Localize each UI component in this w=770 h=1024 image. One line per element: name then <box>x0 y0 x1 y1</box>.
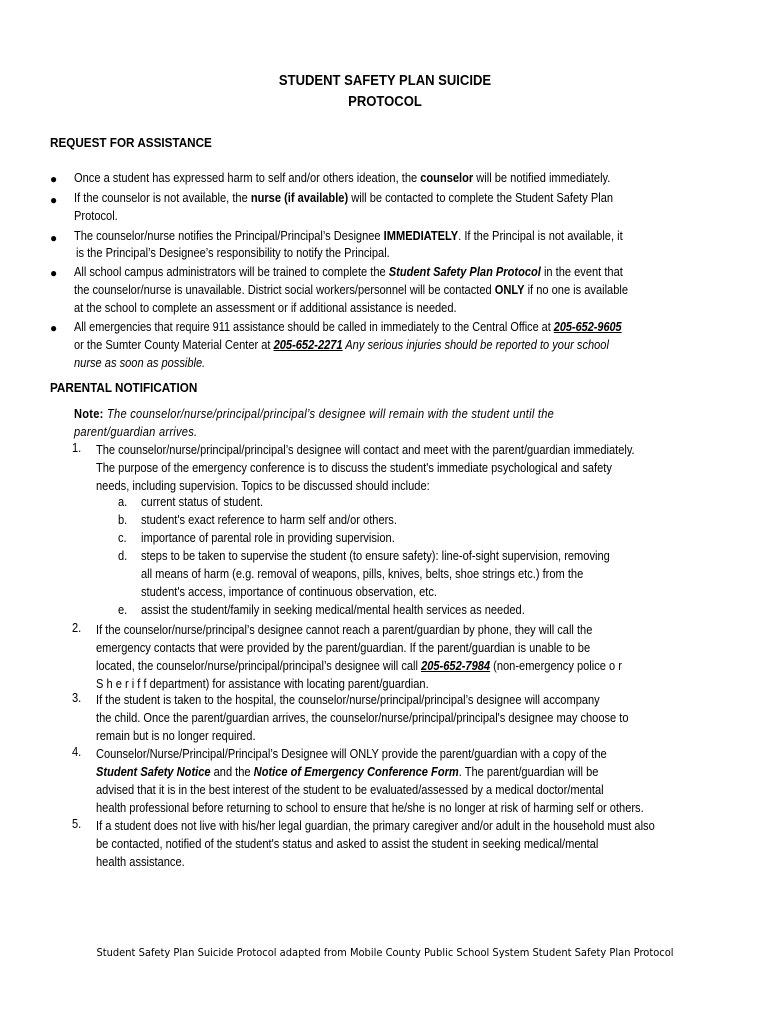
sub-d-text-2: all means of harm (e.g. removal of weapons, pills, knives, belts, shoe strings etc.) from the <box>141 567 584 581</box>
item-3-line-1: If the student is taken to the hospital, the counselor/nurse/principal/principal’s designee will accompany <box>96 693 600 707</box>
sub-d-letter: d. <box>118 549 128 563</box>
bullet-4-line-1: All school campus administrators will be trained to complete the Student Safety Plan Protocol in the event that <box>74 265 623 279</box>
item-5-number: 5. <box>72 817 82 831</box>
item-3-number: 3. <box>72 691 82 705</box>
bullet-4-line-3: at the school to complete an assessment or if additional assistance is needed. <box>74 301 457 315</box>
bullet-2-line-2: Protocol. <box>74 209 118 223</box>
sub-a-letter: a. <box>118 495 128 509</box>
sub-b-letter: b. <box>118 513 128 527</box>
item-3-line-2: the child. Once the parent/guardian arrives, the counselor/nurse/principal/principal's designee may choose to <box>96 711 629 725</box>
bullet-icon: ● <box>50 321 58 335</box>
item-2-line-2: emergency contacts that were provided by the parent/guardian. If the parent/guardian is unable to be <box>96 641 591 655</box>
request-heading: REQUEST FOR ASSISTANCE <box>50 135 212 150</box>
bullet-4-line-2: the counselor/nurse is unavailable. District social workers/personnel will be contacted ONLY if no one is available <box>74 283 629 297</box>
item-4-line-4: health professional before returning to school to ensure that he/she is no longer at risk of harming self or others. <box>96 801 644 815</box>
note-line-2: parent/guardian arrives. <box>74 425 198 439</box>
item-3-line-3: remain but is no longer required. <box>96 729 256 743</box>
item-1-number: 1. <box>72 441 82 455</box>
bullet-icon: ● <box>50 193 58 207</box>
item-4-line-3: advised that it is in the best interest of the student to be evaluated/assessed by a medical doctor/mental <box>96 783 604 797</box>
bullet-icon: ● <box>50 231 58 245</box>
item-1-line-2: The purpose of the emergency conference is to discuss the student's immediate psychological and safety <box>96 461 612 475</box>
sub-d-text-3: student's access, importance of continuous observation, etc. <box>141 585 437 599</box>
item-5-line-2: be contacted, notified of the student's status and asked to assist the student in seeking medical/mental <box>96 837 599 851</box>
sub-a-text: current status of student. <box>141 495 263 509</box>
title-line-1: STUDENT SAFETY PLAN SUICIDE <box>278 73 492 89</box>
bullet-5-line-2: or the Sumter County Material Center at 205-652-2271 Any serious injuries should be reported to your school <box>74 338 609 352</box>
item-2-number: 2. <box>72 621 82 635</box>
item-2-line-1: If the counselor/nurse/principal’s designee cannot reach a parent/guardian by phone, they will call the <box>96 623 593 637</box>
sub-c-text: importance of parental role in providing supervision. <box>141 531 395 545</box>
parental-heading: PARENTAL NOTIFICATION <box>50 380 198 395</box>
sub-d-text-1: steps to be taken to supervise the student (to ensure safety): line-of-sight supervision, removing <box>141 549 610 563</box>
note-line-1: Note: The counselor/nurse/principal/principal’s designee will remain with the student until the <box>74 407 555 421</box>
bullet-icon: ● <box>50 172 58 186</box>
bullet-5-line-3: nurse as soon as possible. <box>74 356 206 370</box>
bullet-icon: ● <box>50 266 58 280</box>
sub-e-letter: e. <box>118 603 128 617</box>
bullet-1-text: Once a student has expressed harm to self and/or others ideation, the counselor will be notified immediately. <box>74 171 611 185</box>
item-2-line-4: S h e r i f f department) for assistance with locating parent/guardian. <box>96 677 429 691</box>
bullet-3-line-2: is the Principal’s Designee’s responsibility to notify the Principal. <box>76 246 390 260</box>
item-4-line-1: Counselor/Nurse/Principal/Principal’s Designee will ONLY provide the parent/guardian with a copy of the <box>96 747 607 761</box>
item-4-line-2: Student Safety Notice and the Notice of Emergency Conference Form. The parent/guardian will be <box>96 765 599 779</box>
bullet-3-line-1: The counselor/nurse notifies the Principal/Principal’s Designee IMMEDIATELY. If the Principal is not available, it <box>74 229 623 243</box>
title-line-2: PROTOCOL <box>348 94 422 110</box>
item-5-line-1: If a student does not live with his/her legal guardian, the primary caregiver and/or adult in the household must also <box>96 819 655 833</box>
sub-b-text: student's exact reference to harm self and/or others. <box>141 513 397 527</box>
sub-e-text: assist the student/family in seeking medical/mental health services as needed. <box>141 603 525 617</box>
bullet-5-line-1: All emergencies that require 911 assistance should be called in immediately to the Central Office at 205-652-9605 <box>74 320 622 334</box>
item-4-number: 4. <box>72 745 82 759</box>
sub-c-letter: c. <box>118 531 127 545</box>
page-footer: Student Safety Plan Suicide Protocol adapted from Mobile County Public School System Student Safety Plan Protocol <box>96 946 674 959</box>
item-5-line-3: health assistance. <box>96 855 185 869</box>
item-1-line-3: needs, including supervision. Topics to be discussed should include: <box>96 479 430 493</box>
item-1-line-1: The counselor/nurse/principal/principal’s designee will contact and meet with the parent/guardian immediately. <box>96 443 635 457</box>
item-2-line-3: located, the counselor/nurse/principal/principal’s designee will call 205-652-7984 (non-emergency police o r <box>96 659 622 673</box>
bullet-2-line-1: If the counselor is not available, the nurse (if available) will be contacted to complete the Student Safety Plan <box>74 191 614 205</box>
